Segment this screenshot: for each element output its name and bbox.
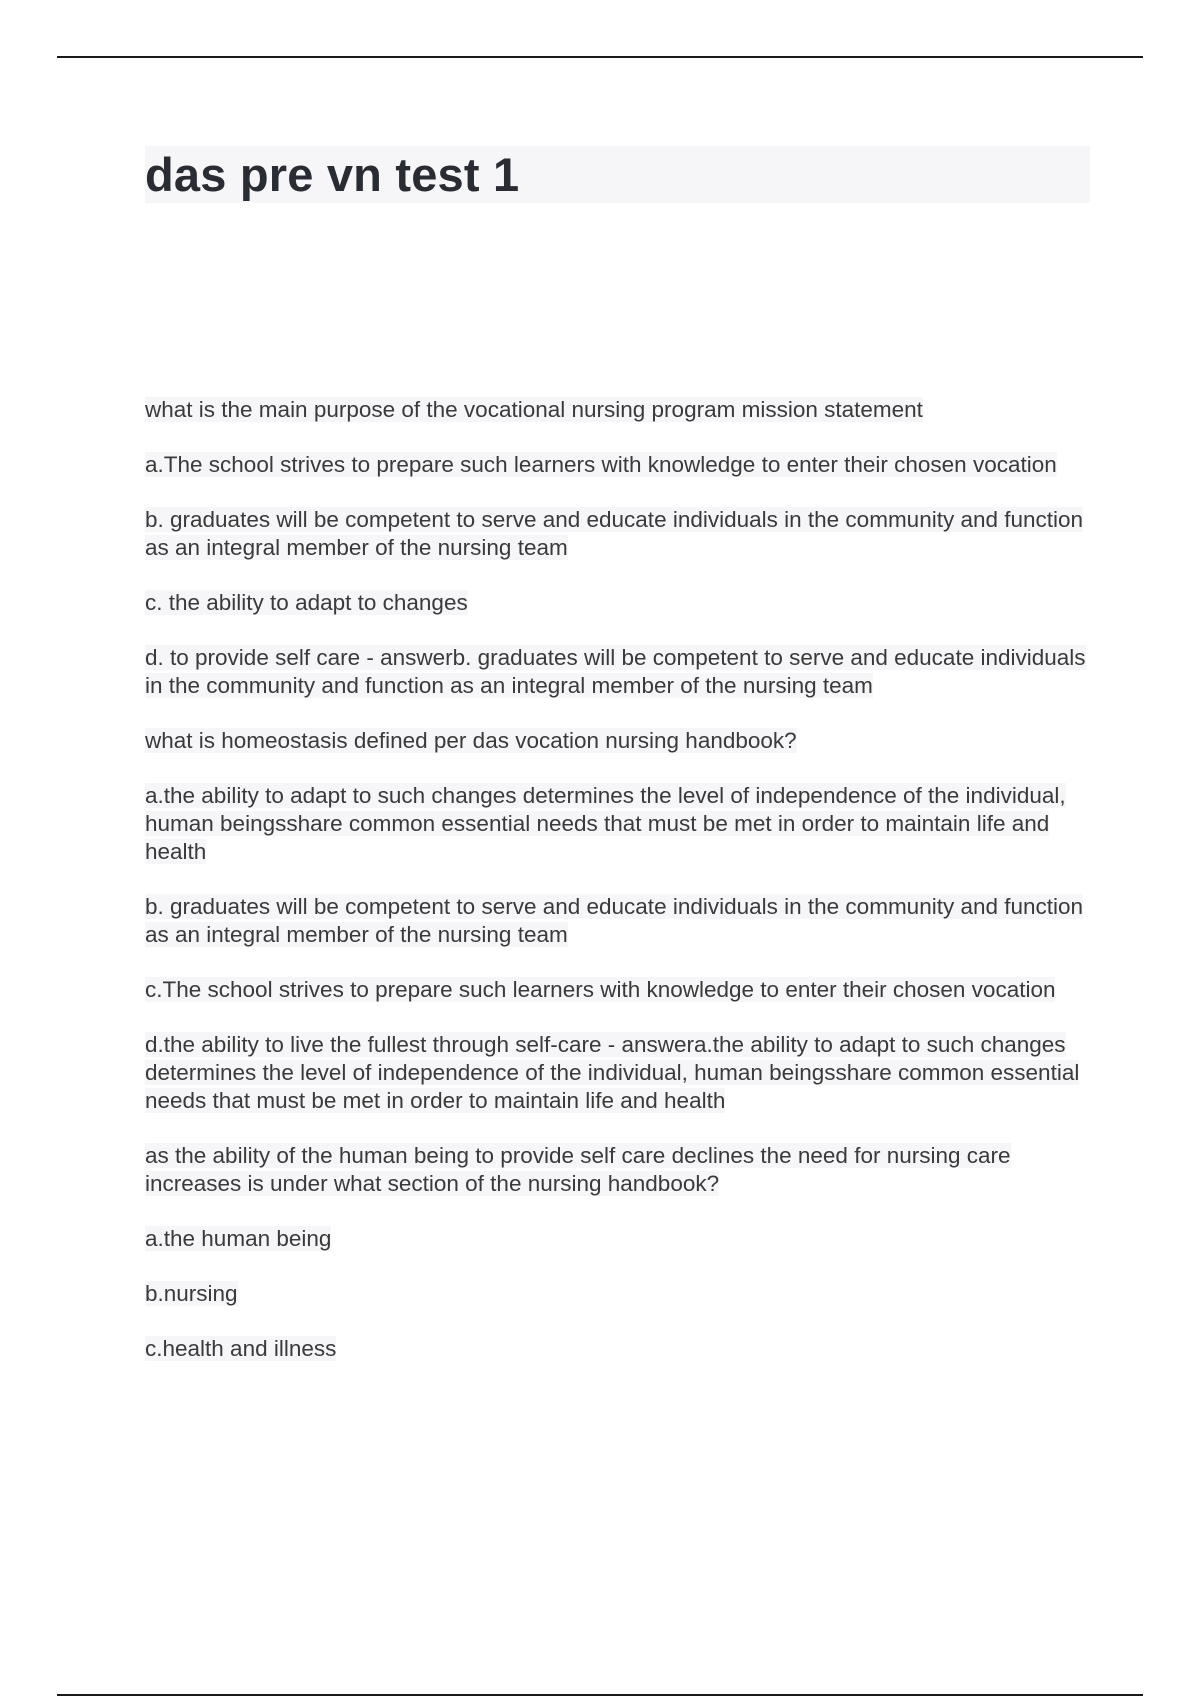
- question-3: as the ability of the human being to provide self care declines the need for nursing care increases is under what section of the nursing handbook?: [145, 1143, 1011, 1196]
- question-1-option-c: c. the ability to adapt to changes: [145, 590, 468, 615]
- question-1-option-b: b. graduates will be competent to serve and educate individuals in the community and function as an integral member of the nursing team: [145, 507, 1084, 560]
- question-1-option-d-answer: d. to provide self care - answerb. graduates will be competent to serve and educate individuals in the community and function as an integral member of the nursing team: [145, 645, 1086, 698]
- question-2-option-d-answer: d.the ability to live the fullest through self-care - answera.the ability to adapt to such changes determines the level of independence of the individual, human beingsshare common essential needs that must be met in order to maintain life and health: [145, 1032, 1080, 1113]
- question-3-option-b: b.nursing: [145, 1281, 238, 1306]
- bottom-rule: [57, 1694, 1143, 1696]
- question-2-option-b: b. graduates will be competent to serve and educate individuals in the community and function as an integral member of the nursing team: [145, 894, 1084, 947]
- document-body: [145, 396, 1090, 1390]
- top-rule: [57, 56, 1143, 58]
- question-2-option-c: c.The school strives to prepare such learners with knowledge to enter their chosen vocation: [145, 977, 1056, 1002]
- question-2: what is homeostasis defined per das vocation nursing handbook?: [145, 728, 797, 753]
- question-3-option-a: a.the human being: [145, 1226, 332, 1251]
- question-3-option-c: c.health and illness: [145, 1336, 337, 1361]
- document-title: das pre vn test 1: [145, 148, 520, 201]
- question-1-option-a: a.The school strives to prepare such learners with knowledge to enter their chosen vocation: [145, 452, 1057, 477]
- question-1: what is the main purpose of the vocational nursing program mission statement: [145, 397, 923, 422]
- question-2-option-a: a.the ability to adapt to such changes determines the level of independence of the individual, human beingsshare common essential needs that must be met in order to maintain life and health: [145, 783, 1066, 864]
